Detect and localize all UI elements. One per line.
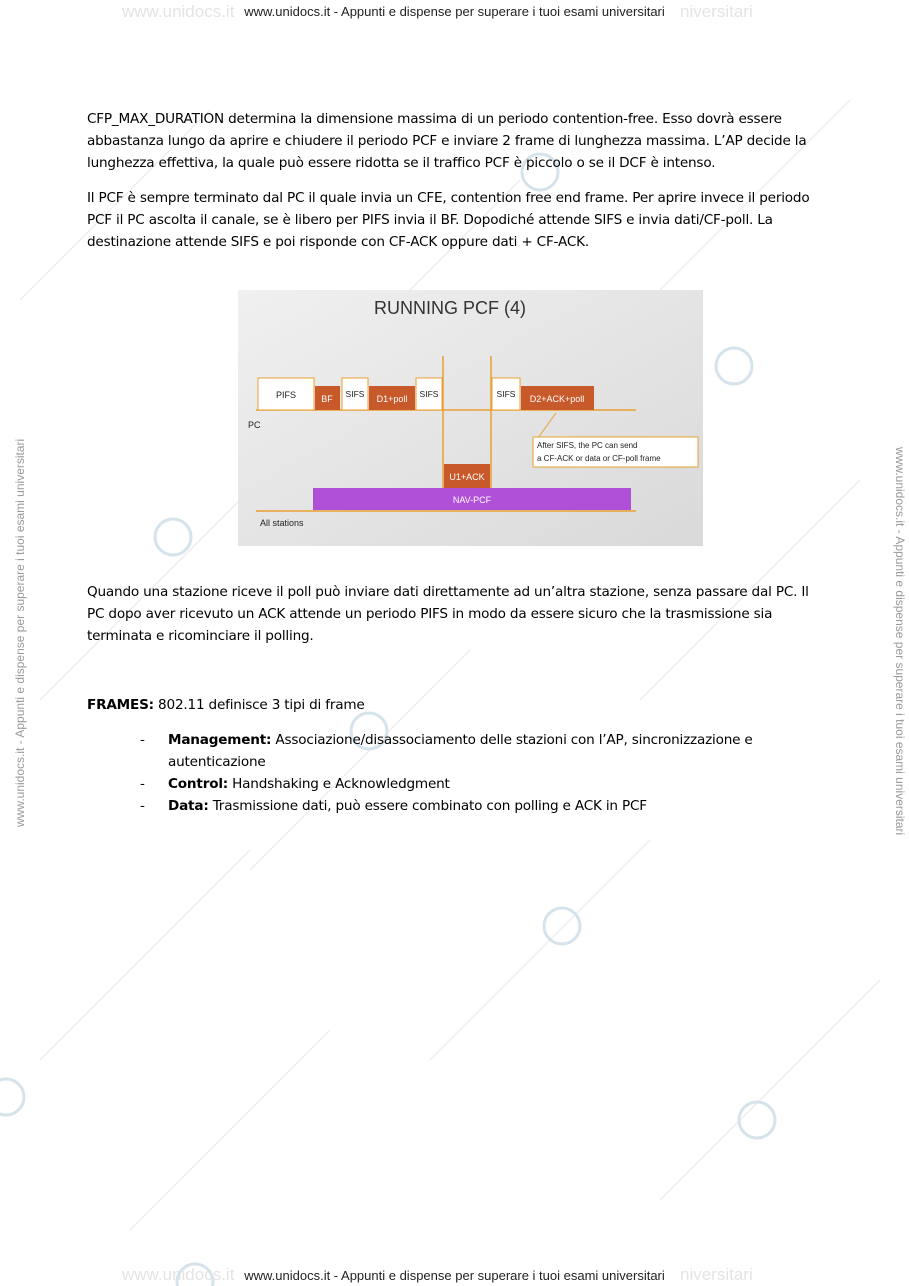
frames-intro: [87, 694, 827, 716]
side-watermark-left: www.unidocs.it - Appunti e dispense per superare i tuoi esami universitari: [13, 438, 27, 827]
bf-label: BF: [321, 394, 333, 404]
side-watermark-right: www.unidocs.it - Appunti e dispense per superare i tuoi esami universitari: [893, 447, 907, 836]
list-item-management: [140, 729, 800, 773]
list-item-data: [140, 795, 800, 817]
u1-ack-label: U1+ACK: [449, 472, 485, 482]
ghost-watermark-top-left: www.unidocs.it: [122, 2, 235, 21]
nav-pcf-label: NAV-PCF: [452, 495, 492, 505]
list-item-text: [168, 773, 450, 795]
d1-poll-label: D1+poll: [376, 394, 408, 404]
ghost-watermark-bottom-right: niversitari: [680, 1265, 753, 1284]
ghost-watermark-bottom-left: www.unidocs.it: [122, 1265, 235, 1284]
footer-watermark: www.unidocs.it - Appunti e dispense per superare i tuoi esami universitari: [244, 1268, 665, 1283]
d2-ack-poll-label: D2+ACK+poll: [529, 394, 585, 404]
list-item-text: [168, 729, 800, 773]
paragraph-pcf-termination: Il PCF è sempre terminato dal PC il quale invia un CFE, contention free end frame. Per aprire invece il periodo PCF il PC ascolta il canale, se è libero per PIFS invia il BF. Dopodiché attende SIFS e invia dati/CF-poll. La destinazione attende SIFS e poi risponde con CF-ACK oppure dati + CF-ACK.: [87, 190, 810, 250]
list-item-desc: Associazione/disassociamento delle stazioni con l’AP, sincronizzazione e autenticazione: [168, 732, 753, 770]
paragraph-station-poll: Quando una stazione riceve il poll può inviare dati direttamente ad un’altra stazione, senza passare dal PC. Il PC dopo aver ricevuto un ACK attende un periodo PIFS in modo da essere sicuro che la trasmissione sia terminata e ricominciare il polling.: [87, 584, 809, 644]
sifs-label-3: SIFS: [496, 389, 516, 399]
callout-text-line-1: After SIFS, the PC can send: [537, 441, 638, 450]
running-pcf-diagram: [238, 290, 703, 546]
list-item-term: Control:: [168, 776, 229, 792]
list-item-text: [168, 795, 647, 817]
sifs-label-2: SIFS: [419, 389, 439, 399]
frames-text: 802.11 definisce 3 tipi di frame: [153, 697, 365, 713]
sifs-label-1: SIFS: [345, 389, 365, 399]
callout-text-line-2: a CF-ACK or data or CF-poll frame: [537, 454, 661, 463]
frames-label: FRAMES:: [87, 697, 154, 713]
list-item-control: [140, 773, 800, 795]
list-item-desc: Handshaking e Acknowledgment: [228, 776, 450, 792]
list-item-term: Management:: [168, 732, 272, 748]
all-stations-label: All stations: [260, 518, 304, 528]
bullet-dash: -: [140, 732, 145, 748]
header-watermark: www.unidocs.it - Appunti e dispense per superare i tuoi esami universitari: [244, 4, 665, 19]
paragraph-cfp-max-duration: CFP_MAX_DURATION determina la dimensione massima di un periodo contention-free. Esso dovrà essere abbastanza lungo da aprire e chiudere il periodo PCF e inviare 2 frame di lunghezza massima. L’AP decide la lunghezza effettiva, la quale può essere ridotta se il traffico PCF è piccolo o se il DCF è intenso.: [87, 111, 807, 171]
pc-label: PC: [248, 420, 261, 430]
list-item-desc: Trasmissione dati, può essere combinato con polling e ACK in PCF: [208, 798, 647, 814]
list-item-term: Data:: [168, 798, 209, 814]
bullet-dash: -: [140, 776, 145, 792]
ghost-watermark-top-right: niversitari: [680, 2, 753, 21]
slide-title: RUNNING PCF (4): [374, 298, 526, 318]
pifs-label: PIFS: [275, 390, 297, 400]
frame-types-list: [140, 729, 800, 817]
bullet-dash: -: [140, 798, 145, 814]
